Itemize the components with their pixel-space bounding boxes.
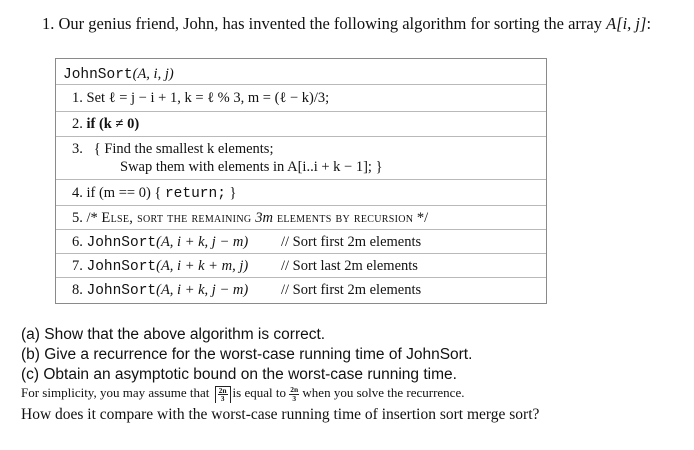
algorithm-box <box>55 58 547 304</box>
line-text-end: } <box>225 185 237 201</box>
comment-text: Else, sort the remaining <box>101 210 256 226</box>
line-text: Set ℓ = j − i + 1, k = ℓ % 3, m = (ℓ − k)/3; <box>86 90 330 106</box>
return-keyword: return; <box>164 186 226 202</box>
call-args: (A, i + k, j − m) <box>156 234 249 250</box>
call-name: JohnSort <box>86 235 157 251</box>
line-comment: // Sort first 2m elements <box>281 234 422 250</box>
ceiling-fraction <box>215 386 231 403</box>
plain-fraction <box>289 386 299 402</box>
line-text: if (m == 0) { <box>86 185 165 201</box>
line-number: 6. <box>72 234 83 250</box>
line-text: if (k ≠ 0) <box>86 116 140 132</box>
algo-line-1 <box>56 84 546 112</box>
question-c: (c) Obtain an asymptotic bound on the worst-case running time. <box>21 366 457 383</box>
note-text: For simplicity, you may assume that <box>21 385 210 400</box>
algo-line-4 <box>56 179 546 206</box>
call-name: JohnSort <box>86 259 157 275</box>
line-comment: // Sort first 2m elements <box>281 282 422 298</box>
algorithm-name: JohnSort <box>63 67 133 83</box>
array-expression: A[i, j] <box>606 14 647 33</box>
comment-math: 3m <box>255 210 274 226</box>
line-number: 2. <box>72 116 83 132</box>
fraction-denominator: 3 <box>292 393 297 403</box>
comparison-question: How does it compare with the worst-case running time of insertion sort merge sort? <box>21 406 540 423</box>
line-number: 5. <box>72 210 83 226</box>
comment-close: */ <box>413 210 429 226</box>
algorithm-header <box>63 66 174 83</box>
problem-number: 1. <box>42 14 55 33</box>
question-b-end: . <box>468 346 473 363</box>
line-number: 7. <box>72 258 83 274</box>
line-text-continued: Swap them with elements in A[i..i + k − 1]; } <box>120 159 383 175</box>
note-text-end: when you solve the recurrence. <box>302 385 465 400</box>
question-b-algorithm: JohnSort <box>406 346 469 363</box>
algo-line-3 <box>56 136 546 180</box>
line-text: { Find the smallest k elements; <box>93 141 274 157</box>
line-comment: // Sort last 2m elements <box>281 258 418 274</box>
problem-statement <box>42 14 651 34</box>
line-number: 4. <box>72 185 83 201</box>
fraction-denominator: 3 <box>220 394 225 404</box>
line-number: 3. <box>72 141 83 157</box>
algo-line-2 <box>56 111 546 137</box>
call-name: JohnSort <box>86 283 157 299</box>
note-text-mid: is equal to <box>232 385 286 400</box>
fraction-numerator: 2n <box>290 385 299 395</box>
algo-line-6 <box>56 229 546 254</box>
call-args: (A, i + k + m, j) <box>156 258 249 274</box>
comment-text-end: elements by recursion <box>273 210 414 226</box>
algorithm-params: (A, i, j) <box>132 66 174 82</box>
line-number: 1. <box>72 90 83 106</box>
problem-intro: Our genius friend, John, has invented the following algorithm for sorting the array <box>58 14 607 33</box>
colon: : <box>646 14 652 33</box>
question-a: (a) Show that the above algorithm is correct. <box>21 326 326 343</box>
question-b-text: (b) Give a recurrence for the worst-case running time of <box>21 346 407 363</box>
line-number: 8. <box>72 282 83 298</box>
algo-line-5 <box>56 205 546 230</box>
comment-open: /* <box>86 210 102 226</box>
algo-line-7 <box>56 253 546 278</box>
call-args: (A, i + k, j − m) <box>156 282 249 298</box>
simplicity-note <box>21 385 464 403</box>
algo-line-8 <box>56 277 546 304</box>
fraction-numerator: 2n <box>218 385 227 395</box>
question-b <box>21 346 472 364</box>
